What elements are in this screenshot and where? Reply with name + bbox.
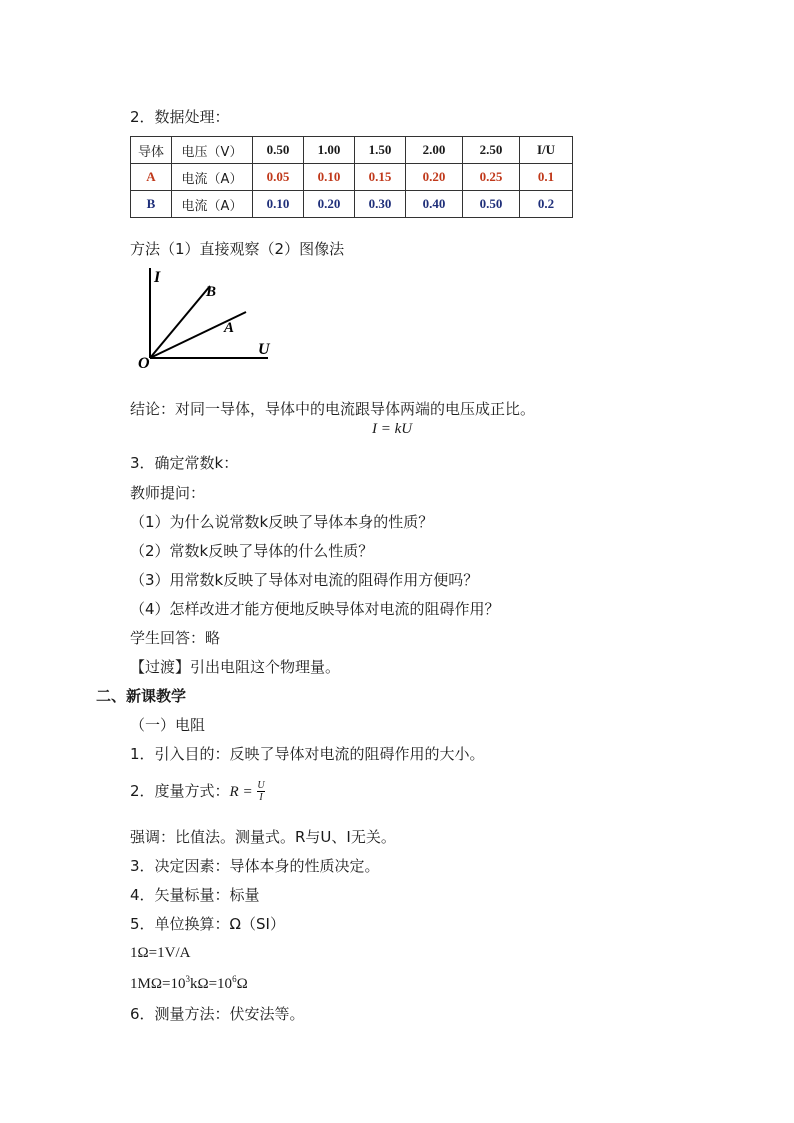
- item2: [130, 780, 265, 803]
- y-axis-label: I: [154, 269, 161, 286]
- step3: 3．确定常数k：: [130, 454, 239, 472]
- value-cell: 0.05: [253, 164, 304, 191]
- item4: 4．矢量标量：标量: [130, 886, 260, 904]
- question-4: （4）怎样改进才能方便地反映导体对电流的阻碍作用？: [130, 600, 500, 618]
- unit2-exponent-1: 3: [185, 974, 190, 984]
- item2-prefix: 2．度量方式：: [130, 782, 230, 800]
- x-axis-label: U: [258, 341, 270, 358]
- origin-label: O: [138, 355, 150, 372]
- fraction-numerator: U: [257, 780, 265, 791]
- line-b: [150, 286, 210, 358]
- header-cell: 1.50: [355, 137, 406, 164]
- value-cell: 0.15: [355, 164, 406, 191]
- conductor-cell: B: [131, 191, 172, 218]
- emphasis: 强调：比值法。测量式。R与U、I无关。: [130, 828, 396, 846]
- item5: 5．单位换算：Ω（SI）: [130, 915, 285, 933]
- method-line: 方法（1）直接观察（2）图像法: [130, 240, 345, 258]
- value-cell: 0.1: [520, 164, 573, 191]
- sub1-title: （一）电阻: [130, 716, 206, 734]
- data-table: [130, 136, 573, 218]
- unit2-part-c: Ω: [236, 976, 248, 992]
- transition: 【过渡】引出电阻这个物理量。: [130, 658, 341, 676]
- line-a-label: A: [224, 320, 235, 336]
- value-cell: 0.10: [304, 164, 355, 191]
- table-row-a: [131, 164, 573, 191]
- value-cell: 0.25: [463, 164, 520, 191]
- fraction-denominator: I: [259, 792, 263, 803]
- header-cell: 0.50: [253, 137, 304, 164]
- line-b-label: B: [206, 284, 217, 300]
- table-header-row: [131, 137, 573, 164]
- question-1: （1）为什么说常数k反映了导体本身的性质？: [130, 513, 434, 531]
- header-cell: 2.00: [406, 137, 463, 164]
- item2-formula-lhs: R =: [229, 784, 253, 800]
- unit-line-1: 1Ω=1V/A: [130, 945, 191, 961]
- item1: 1．引入目的：反映了导体对电流的阻碍作用的大小。: [130, 745, 485, 763]
- item2-fraction: [257, 780, 264, 803]
- student-answer: 学生回答：略: [130, 629, 221, 647]
- teacher-ask: 教师提问：: [130, 484, 206, 502]
- unit2-part-b: kΩ=10: [189, 976, 233, 992]
- value-cell: 0.2: [520, 191, 573, 218]
- question-2: （2）常数k反映了导体的什么性质？: [130, 542, 374, 560]
- row-label-cell: 电流（A）: [172, 164, 253, 191]
- question-3: （3）用常数k反映了导体对电流的阻碍作用方便吗？: [130, 571, 479, 589]
- section-data-title: 2．数据处理：: [130, 108, 230, 126]
- value-cell: 0.20: [406, 164, 463, 191]
- iu-graph: [134, 262, 284, 372]
- header-cell: 电压（V）: [172, 137, 253, 164]
- value-cell: 0.40: [406, 191, 463, 218]
- unit2-exponent-2: 6: [232, 974, 237, 984]
- header-cell: I/U: [520, 137, 573, 164]
- value-cell: 0.20: [304, 191, 355, 218]
- item6: 6．测量方法：伏安法等。: [130, 1005, 305, 1023]
- unit2-part-a: 1MΩ=10: [130, 976, 186, 992]
- conductor-cell: A: [131, 164, 172, 191]
- header-cell: 导体: [131, 137, 172, 164]
- header-cell: 1.00: [304, 137, 355, 164]
- conclusion: 结论：对同一导体，导体中的电流跟导体两端的电压成正比。: [130, 400, 536, 418]
- item3: 3．决定因素：导体本身的性质决定。: [130, 857, 380, 875]
- value-cell: 0.50: [463, 191, 520, 218]
- formula-iku: I = kU: [372, 421, 413, 437]
- value-cell: 0.10: [253, 191, 304, 218]
- table-row-b: [131, 191, 573, 218]
- unit-line-2: [130, 974, 248, 993]
- row-label-cell: 电流（A）: [172, 191, 253, 218]
- section2-title: 二、新课教学: [96, 687, 187, 705]
- header-cell: 2.50: [463, 137, 520, 164]
- value-cell: 0.30: [355, 191, 406, 218]
